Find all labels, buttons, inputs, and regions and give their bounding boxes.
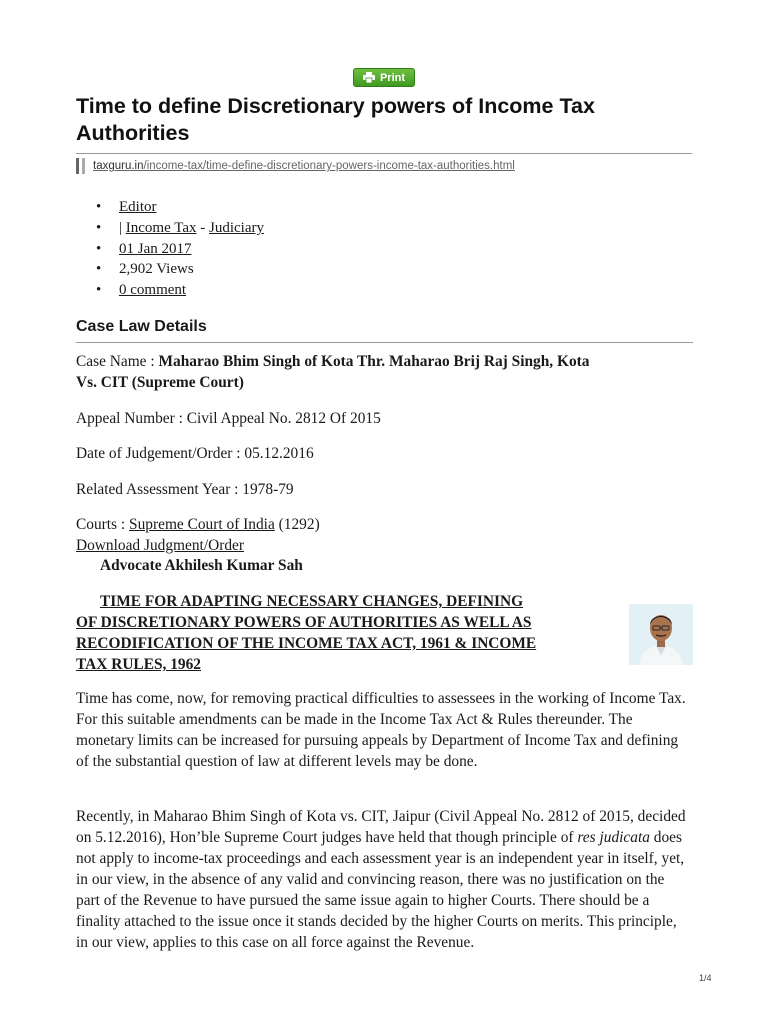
author-photo xyxy=(629,604,693,665)
judgement-date: Date of Judgement/Order : 05.12.2016 xyxy=(76,445,314,462)
page-number: 1/4 xyxy=(699,973,712,983)
download-judgment-link[interactable]: Download Judgment/Order xyxy=(76,537,244,554)
paragraph-2-part-b: does not apply to income-tax proceedings and each assessment year is an independent year in itself, yet, in our view, in the absence of any valid and convincing reason, there was no justification on the part of the Revenue to have pursued the same issue again to higher Courts. There should be a finality attached to the issue once it stands decided by the higher Courts on merits. This principle, in our view, applies to this case on all force against the Revenue. xyxy=(76,829,685,951)
url-path: /income-tax/time-define-discretionary-powers-income-tax-authorities.html xyxy=(143,160,515,172)
heading-line4: TAX RULES, 1962 xyxy=(76,656,201,673)
heading-line2: OF DISCRETIONARY POWERS OF AUTHORITIES AS WELL AS xyxy=(76,614,532,631)
appeal-number: Appeal Number : Civil Appeal No. 2812 Of 2015 xyxy=(76,410,381,427)
heading-line3: RECODIFICATION OF THE INCOME TAX ACT, 1961 & INCOME xyxy=(76,635,537,652)
comments-link[interactable]: 0 comment xyxy=(119,282,187,299)
print-button-label: Print xyxy=(379,71,406,84)
case-name-line2: Vs. CIT (Supreme Court) xyxy=(76,374,244,391)
category-separator: - xyxy=(200,219,206,236)
article-meta-list xyxy=(96,197,264,301)
printer-icon xyxy=(363,72,375,83)
court-link[interactable]: Supreme Court of India xyxy=(129,516,275,533)
date-link[interactable]: 01 Jan 2017 xyxy=(119,240,192,257)
meta-comments xyxy=(96,280,264,301)
case-name-line1: Maharao Bhim Singh of Kota Thr. Maharao Brij Raj Singh, Kota xyxy=(158,353,590,370)
print-button[interactable] xyxy=(353,68,415,87)
courts-label: Courts : xyxy=(76,516,126,533)
meta-author xyxy=(96,197,264,218)
paragraph-2-part-a: Recently, in Maharao Bhim Singh of Kota vs. CIT, Jaipur (Civil Appeal No. 2812 of 2015, decided on 5.12.2016), Hon’ble Supreme Court judges have held that though principle of xyxy=(76,808,686,846)
courts-line xyxy=(76,514,696,535)
title-divider xyxy=(76,153,692,154)
assessment-year: Related Assessment Year : 1978-79 xyxy=(76,481,294,498)
article-heading xyxy=(76,591,606,675)
views-count: 2,902 Views xyxy=(119,261,194,278)
case-divider xyxy=(76,342,693,343)
url-marker xyxy=(76,158,79,174)
case-name-label: Case Name : xyxy=(76,353,155,370)
source-url-link[interactable] xyxy=(93,160,515,172)
court-count: (1292) xyxy=(278,516,320,533)
author-link[interactable]: Editor xyxy=(119,199,157,215)
download-line xyxy=(76,535,696,556)
advocate-name: Advocate Akhilesh Kumar Sah xyxy=(100,557,303,574)
page-title: Time to define Discretionary powers of Income Tax Authorities xyxy=(76,94,595,145)
meta-views xyxy=(96,259,264,280)
heading-line1: TIME FOR ADAPTING NECESSARY CHANGES, DEFINING xyxy=(100,593,524,610)
paragraph-1: Time has come, now, for removing practical difficulties to assessees in the working of Income Tax. For this suitable amendments can be made in the Income Tax Act & Rules thereunder. The monetary limits can be increased for pursuing appeals by Department of Income Tax and defining of the substantial question of law at different levels may be done. xyxy=(76,690,686,770)
case-name xyxy=(76,351,696,393)
url-domain: taxguru.in xyxy=(93,160,144,172)
meta-date xyxy=(96,239,264,260)
res-judicata-italic: res judicata xyxy=(577,829,650,846)
meta-categories xyxy=(96,218,264,239)
category-income-tax-link[interactable]: Income Tax xyxy=(125,219,197,236)
case-law-details-heading: Case Law Details xyxy=(76,318,207,335)
category-judiciary-link[interactable]: Judiciary xyxy=(209,219,264,236)
url-marker-light xyxy=(82,158,85,174)
source-url[interactable] xyxy=(76,158,515,174)
meta-pipe: | xyxy=(119,219,123,236)
paragraph-2 xyxy=(76,806,691,953)
